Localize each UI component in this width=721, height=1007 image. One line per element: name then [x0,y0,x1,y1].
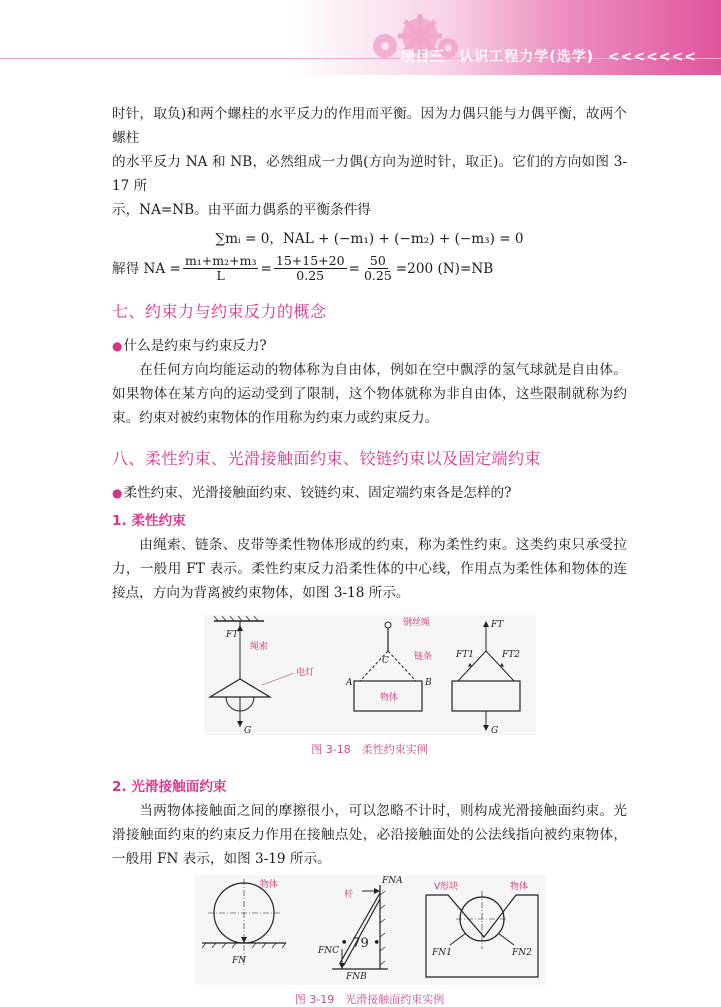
label-FNA: FNA [381,876,403,886]
figure-3-19-caption: 图 3-19 光滑接触面约束实例 [294,993,445,1006]
label-FNC: FNC [317,946,339,956]
intro-line-2: 的水平反力 NA 和 NB，必然组成一力偶(方向为逆时针，取正)。它们的方向如图 3-17 所 [112,154,627,194]
running-header [392,46,697,68]
label-vblock: V形块 [433,882,458,892]
label-body: 物体 [379,693,398,703]
fraction-1 [183,254,259,283]
header-arrows: <<<<<<< [607,49,697,65]
fraction-2 [274,254,347,283]
section-7-heading: 七、约束力与约束反力的概念 [112,302,327,321]
label-G-lamp: G [243,726,251,735]
figure-3-19-drawing [194,875,546,985]
figure-3-18-drawing [204,615,536,735]
label-FN1: FN1 [431,948,452,958]
page-content [112,102,627,1007]
fraction-1-denominator: L [216,268,225,283]
label-FT2: FT2 [501,650,520,660]
label-object-3: 物体 [509,882,528,892]
solution-line: 解得 NA = $\frac{\text{m₁+m₂+m₃}}{L}$ = $\frac{15+15+20}{0.25}$ = $\frac{50}{0.25}$ =200 (N)=NB [112,253,494,283]
figure-3-18 [112,615,627,735]
fraction-2-denominator: 0.25 [296,268,325,283]
page-number: • 79 • [340,936,381,951]
bullet-icon: ● [112,486,123,500]
header-title: 认识工程力学(选学) [459,49,594,65]
label-C: C [381,656,389,666]
section-7-question-text: 什么是约束与约束反力? [123,338,267,354]
fraction-3-numerator: 50 [369,253,386,268]
subsection-1-body: 由绳索、链条、皮带等柔性物体形成的约束，称为柔性约束。这类约束只承受拉力，一般用 FT 表示。柔性约束反力沿柔性体的中心线，作用点为柔性体和物体的连接点，方向为背离被约束物体，如图 3-18 所示。 [112,537,627,601]
section-8-heading: 八、柔性约束、光滑接触面约束、铰链约束以及固定端约束 [112,449,542,468]
figure-3-18-caption: 图 3-18 柔性约束实例 [311,743,428,756]
label-A: A [345,678,352,688]
section-7-body: 在任何方向均能运动的物体称为自由体，例如在空中飘浮的氢气球就是自由体。如果物体在某方向的运动受到了限制，这个物体就称为非自由体，这些限制就称为约束。约束对被约束物体的作用称为约束力或约束反力。 [112,362,627,426]
header-project: 项目三 [400,49,446,65]
fraction-3 [362,254,394,283]
label-wire: 钢丝绳 [402,618,430,628]
intro-line-3: 示，NA=NB。由平面力偶系的平衡条件得 [112,202,371,218]
label-G-free: G [490,726,498,735]
label-FN2: FN2 [511,948,532,958]
figure-3-19 [112,875,627,985]
intro-line-1: 时针，取负)和两个螺柱的水平反力的作用而平衡。因为力偶只能与力偶平衡，故两个螺柱 [112,106,627,146]
subsection-2-body: 当两物体接触面之间的摩擦很小，可以忽略不计时，则构成光滑接触面约束。光滑接触面约束的约束反力作用在接触点处，必沿接触面处的公法线指向被约束物体，一般用 FN 表示，如图 3-19 所示。 [112,803,627,867]
subsection-2-heading: 2. 光滑接触面约束 [112,779,227,795]
solution-suffix: =200 (N)=NB [395,260,494,277]
fraction-2-numerator: 15+15+20 [275,253,345,268]
label-FN: FN [231,956,246,966]
solution-prefix: 解得 NA = [112,260,181,277]
bullet-icon: ● [112,339,123,353]
label-chain: 链条 [413,652,432,662]
label-FT-free: FT [490,620,503,630]
label-B: B [424,678,432,688]
equilibrium-equation: ∑mᵢ = 0，NAL + (−m₁) + (−m₂) + (−m₃) = 0 [215,231,524,247]
label-rod: 杆 [343,890,353,900]
subsection-1-heading: 1. 柔性约束 [112,513,186,529]
section-7-question [112,334,627,358]
label-object-1: 物体 [259,880,278,890]
label-FNB: FNB [345,972,367,982]
section-8-question [112,481,627,505]
label-FT-lamp: FT [225,630,238,640]
section-8-question-text: 柔性约束、光滑接触面约束、铰链约束、固定端约束各是怎样的? [123,485,512,501]
label-lamp: 电灯 [295,668,314,678]
fraction-1-numerator: m₁+m₂+m₃ [184,253,257,268]
label-FT1: FT1 [455,650,474,660]
label-rope: 绳索 [249,642,268,652]
fraction-3-denominator: 0.25 [363,268,392,283]
